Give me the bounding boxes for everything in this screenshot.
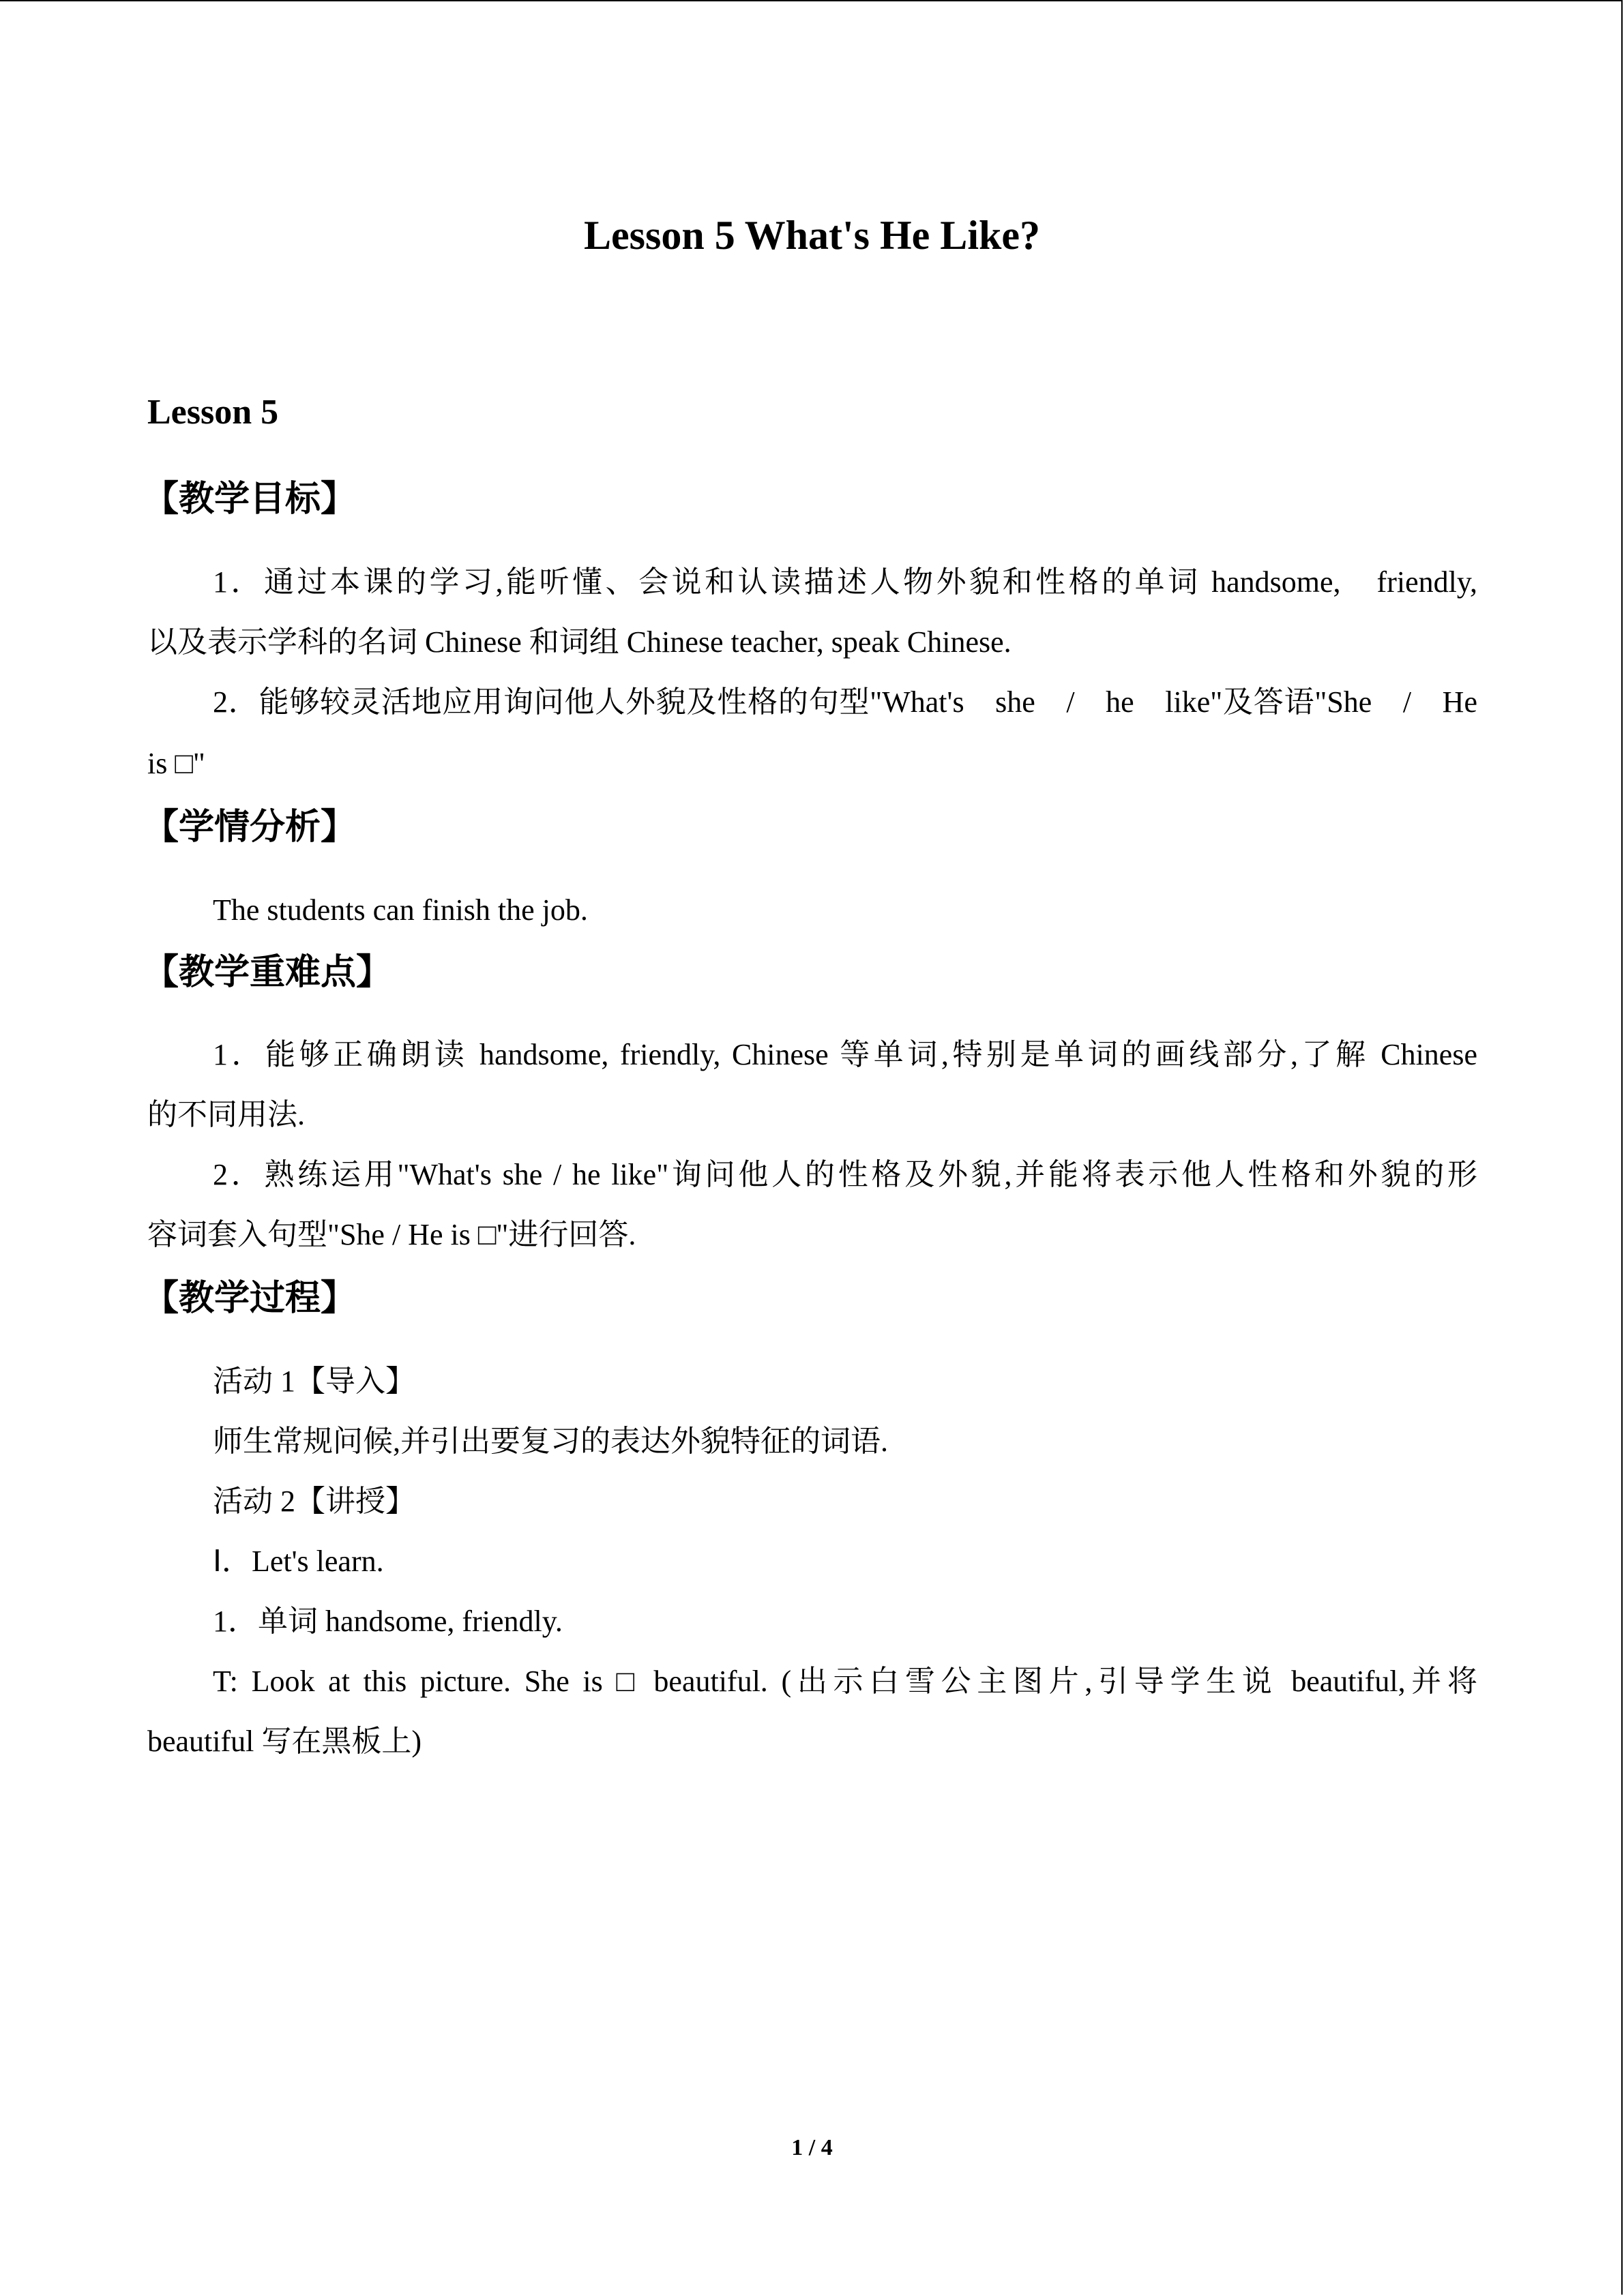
process-line-6: T: Look at this picture. She is □ beautiful. (出示白雪公主图片,引导学生说 beautiful,并将 (213, 1665, 1477, 1698)
key-points-line-2: 的不同用法. (147, 1098, 305, 1131)
process-line-1: 活动 1【导入】 (213, 1365, 415, 1398)
page-number: 1 / 4 (791, 2135, 833, 2160)
process-line-2: 师生常规问候,并引出要复习的表达外貌特征的词语. (213, 1425, 888, 1458)
lesson-label: Lesson 5 (147, 393, 279, 432)
process-line-7: beautiful 写在黑板上) (147, 1725, 422, 1758)
section-heading-objectives: 【教学目标】 (143, 479, 357, 520)
process-line-3: 活动 2【讲授】 (213, 1485, 415, 1518)
objectives-line-2: 以及表示学科的名词 Chinese 和词组 Chinese teacher, speak Chinese. (147, 625, 1012, 659)
key-points-line-4: 容词套入句型"She / He is □"进行回答. (147, 1218, 636, 1251)
document-title: Lesson 5 What's He Like? (584, 213, 1040, 258)
section-heading-key-points: 【教学重难点】 (143, 952, 392, 993)
process-line-4: Ⅰ．Let's learn. (213, 1545, 384, 1578)
process-line-5: 1．单词 handsome, friendly. (213, 1605, 563, 1638)
key-points-line-3: 2．熟练运用"What's she / he like"询问他人的性格及外貌,并能将表示他人性格和外貌的形 (213, 1158, 1477, 1191)
key-points-line-1: 1．能够正确朗读 handsome, friendly, Chinese 等单词,特别是单词的画线部分,了解 Chinese (213, 1038, 1477, 1071)
section-heading-analysis: 【学情分析】 (143, 807, 357, 848)
objectives-line-4: is □" (147, 747, 205, 780)
objectives-line-3: 2．能够较灵活地应用询问他人外貌及性格的句型"What's she / he like"及答语"She / He (213, 685, 1477, 719)
analysis-line-1: The students can finish the job. (213, 893, 588, 927)
objectives-line-1: 1．通过本课的学习,能听懂、会说和认读描述人物外貌和性格的单词 handsome, friendly, (213, 565, 1477, 599)
section-heading-process: 【教学过程】 (143, 1278, 357, 1319)
